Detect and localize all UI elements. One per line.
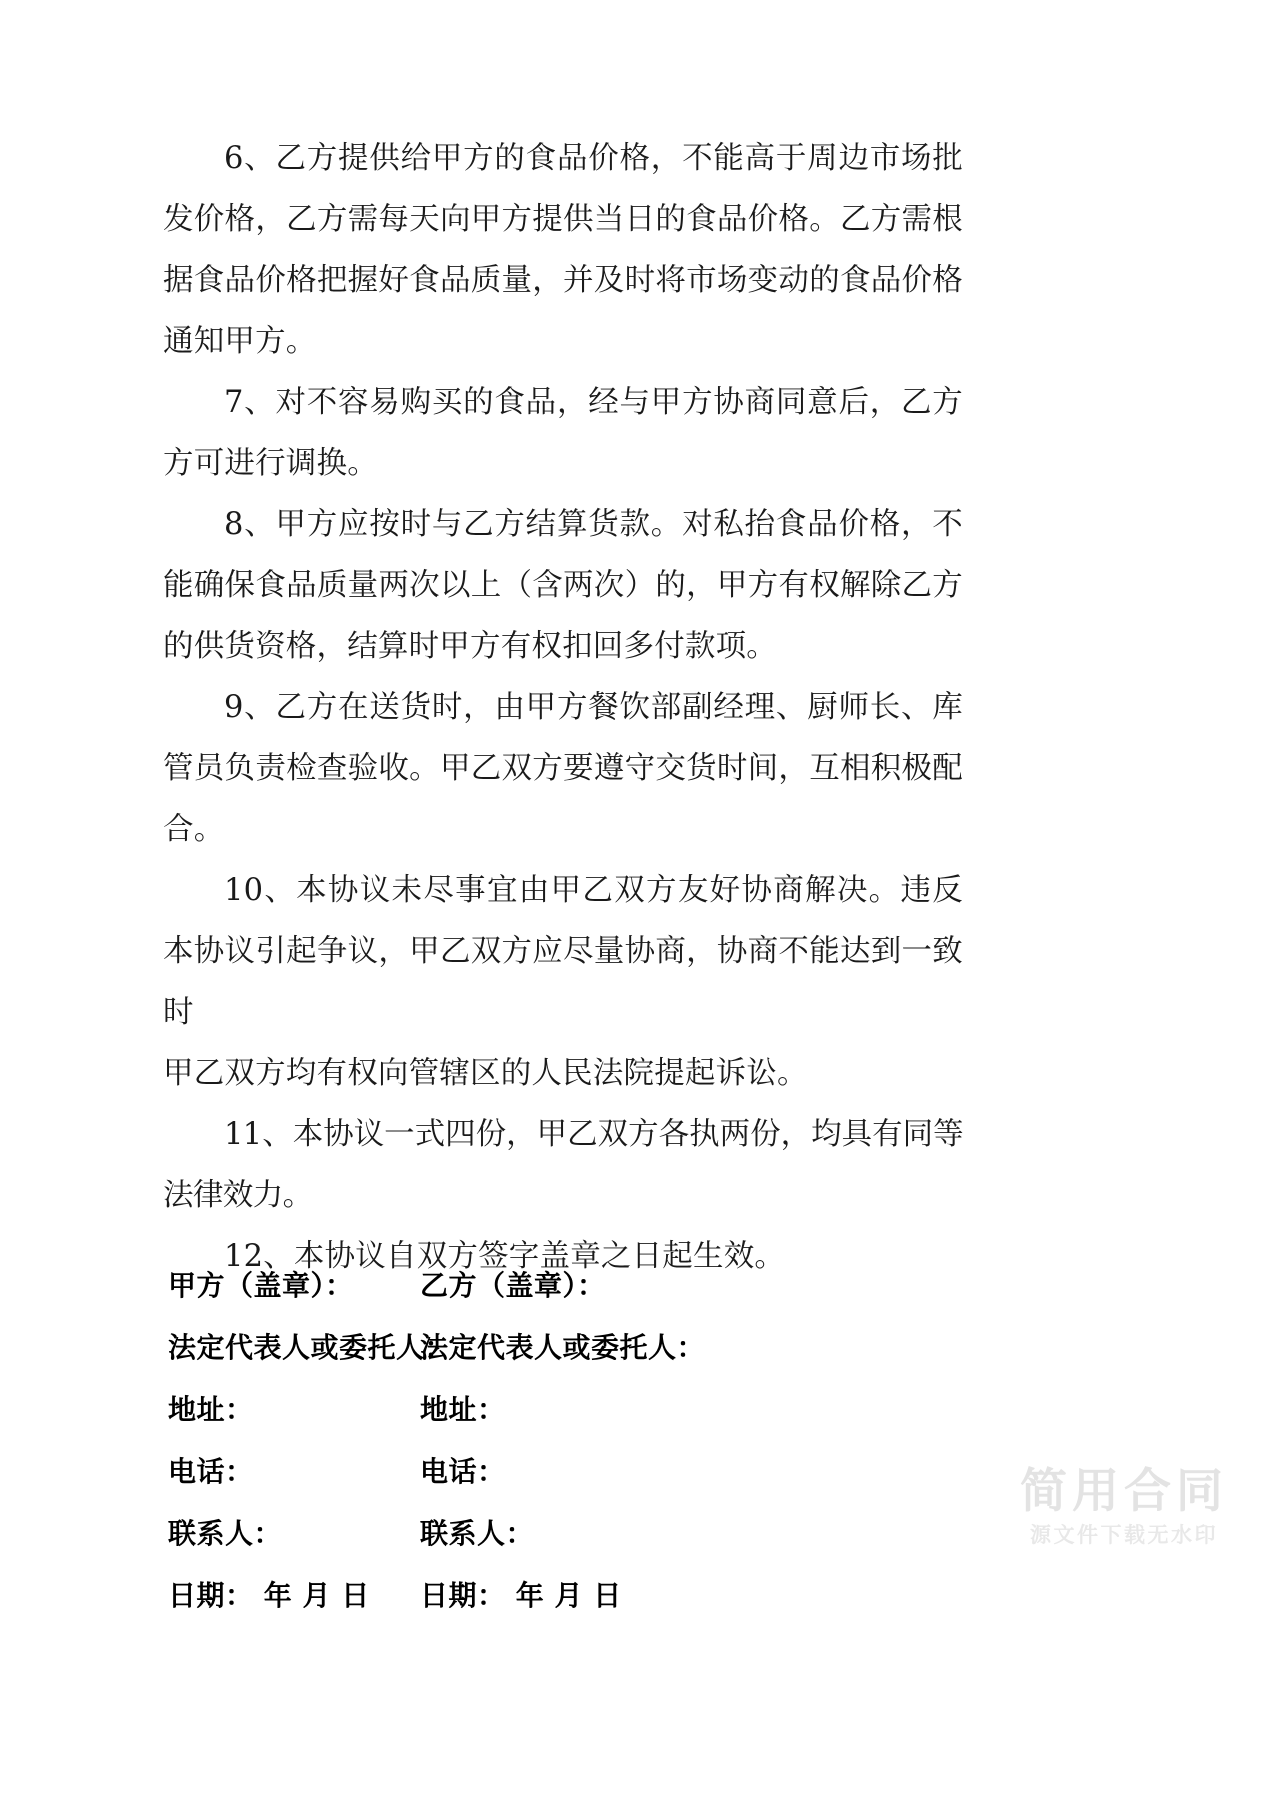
clause-item-10-continued: 甲乙双方均有权向管辖区的人民法院提起诉讼。 [163,1056,808,1091]
party-b-phone-label: 电话： [420,1455,506,1488]
signature-row-address [0,1379,1280,1441]
party-b-representative-label: 法定代表人或委托人： [420,1331,706,1364]
clause-item-6: 6、乙方提供给甲方的食品价格，不能高于周边市场批发价格，乙方需每天向甲方提供当日的食品价格。乙方需根据食品价格把握好食品质量，并及时将市场变动的食品价格通知甲方。 [163,141,963,359]
party-a-address-label: 地址： [168,1393,254,1426]
party-a-contact-label: 联系人： [168,1517,283,1550]
party-b-address-label: 地址： [420,1393,506,1426]
clause-item-9: 9、乙方在送货时，由甲方餐饮部副经理、厨师长、库管员负责检查验收。甲乙双方要遵守交货时间，互相积极配合。 [163,690,963,847]
signature-row-representative [0,1317,1280,1379]
party-b-date-label: 日期： 年 月 日 [420,1579,622,1612]
signature-row-seal [0,1255,1280,1317]
watermark-tagline: 源文件下载无水印 [1030,1522,1218,1547]
watermark-brand: 简用合同 [1020,1464,1228,1520]
clause-item-8: 8、甲方应按时与乙方结算货款。对私抬食品价格，不能确保食品质量两次以上（含两次）的，甲方有权解除乙方的供货资格，结算时甲方有权扣回多付款项。 [163,507,963,664]
clause-item-10: 10、本协议未尽事宜由甲乙双方友好协商解决。违反本协议引起争议，甲乙双方应尽量协商，协商不能达到一致时 [163,873,963,1030]
clause-item-11: 11、本协议一式四份，甲乙双方各执两份，均具有同等法律效力。 [163,1117,963,1213]
party-a-seal-label: 甲方（盖章）： [168,1269,354,1302]
party-a-representative-label: 法定代表人或委托人： [168,1331,454,1364]
signature-row-phone [0,1441,1280,1503]
party-b-contact-label: 联系人： [420,1517,535,1550]
party-b-seal-label: 乙方（盖章）： [420,1269,606,1302]
party-a-phone-label: 电话： [168,1455,254,1488]
signature-row-contact [0,1503,1280,1565]
party-a-date-label: 日期： 年 月 日 [168,1579,370,1612]
contract-clause-list [163,128,963,1287]
clause-item-12: 12、本协议自双方签字盖章之日起生效。 [224,1239,786,1274]
clause-item-7: 7、对不容易购买的食品，经与甲方协商同意后，乙方方可进行调换。 [163,385,963,481]
signature-row-date [0,1565,1280,1627]
signature-block [0,1255,1280,1627]
